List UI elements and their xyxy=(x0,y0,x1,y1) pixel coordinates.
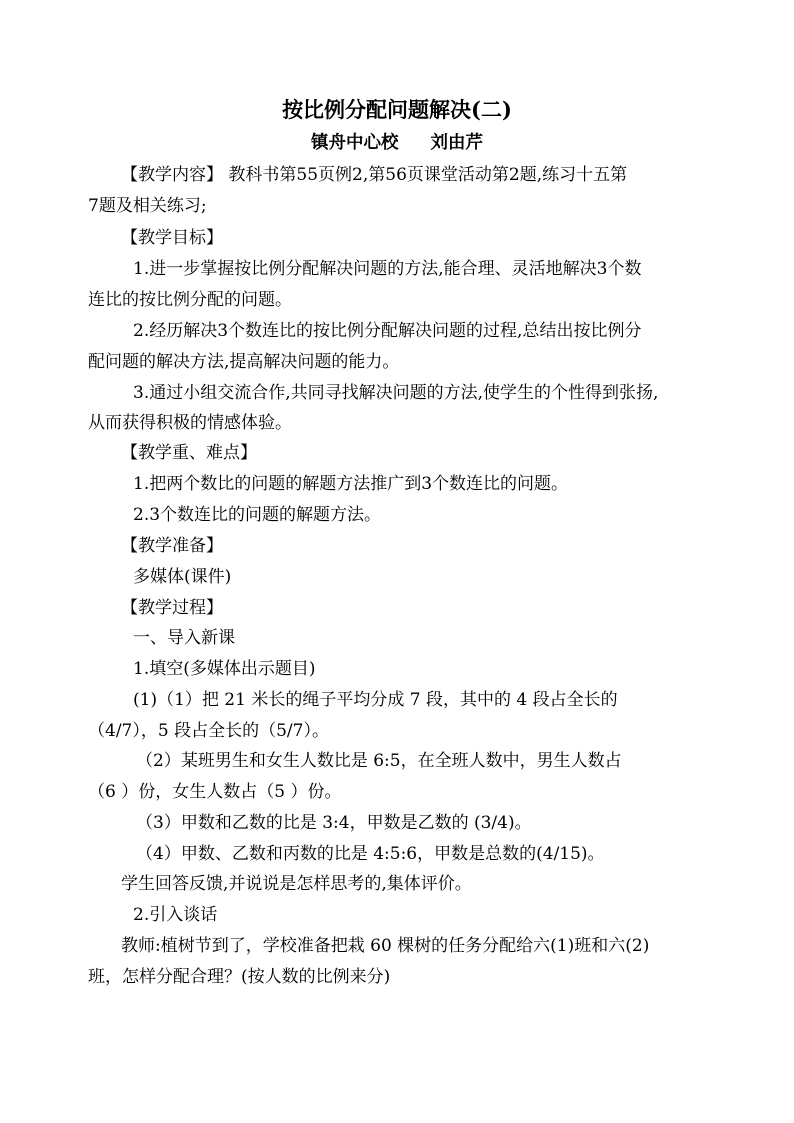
objective-3-line-2: 从而获得积极的情感体验。 xyxy=(88,413,292,433)
question-1-line-2: （4/7），5 段占全长的（5/7）。 xyxy=(88,721,329,741)
teacher-talk-line-1: 教师:植树节到了，学校准备把栽 60 棵树的任务分配给六(1)班和六(2) xyxy=(121,936,650,956)
key-point-2: 2.3个数连比的问题的解题方法。 xyxy=(133,505,382,525)
objective-1-line-2: 连比的按比例分配的问题。 xyxy=(88,290,292,310)
author-name: 刘由芹 xyxy=(430,133,483,153)
question-3: （3）甲数和乙数的比是 3:4，甲数是乙数的 (3/4)。 xyxy=(136,813,532,833)
question-1-line-1: (1)（1）把 21 米长的绳子平均分成 7 段，其中的 4 段占全长的 xyxy=(133,690,618,710)
objective-2-line-2: 配问题的解决方法,提高解决问题的能力。 xyxy=(88,352,400,372)
document-title: 按比例分配问题解决(二) xyxy=(282,97,512,122)
preparation-item: 多媒体(课件) xyxy=(133,567,232,587)
section-heading-objectives: 【教学目标】 xyxy=(121,228,223,248)
objective-1-line-1: 1.进一步掌握按比例分配解决问题的方法,能合理、灵活地解决3个数 xyxy=(133,259,642,279)
intro-talk-heading: 2.引入谈话 xyxy=(133,905,218,925)
key-point-1: 1.把两个数比的问题的解题方法推广到3个数连比的问题。 xyxy=(133,474,569,494)
teaching-content-line-1: 【教学内容】 教科书第55页例2,第56页课堂活动第2题,练习十五第 xyxy=(121,165,628,185)
teaching-content-line-2: 7题及相关练习; xyxy=(88,196,207,216)
student-feedback-line: 学生回答反馈,并说说是怎样思考的,集体评价。 xyxy=(121,874,472,894)
question-2-line-2: （6 ）份，女生人数占（5 ）份。 xyxy=(88,782,342,802)
process-step-intro: 一、导入新课 xyxy=(133,628,235,648)
objective-3-line-1: 3.通过小组交流合作,共同寻找解决问题的方法,使学生的个性得到张扬, xyxy=(133,383,659,403)
fill-in-heading: 1.填空(多媒体出示题目) xyxy=(133,659,316,679)
question-2-line-1: （2）某班男生和女生人数比是 6:5，在全班人数中，男生人数占 xyxy=(136,751,622,771)
section-heading-preparation: 【教学准备】 xyxy=(121,536,223,556)
question-4: （4）甲数、乙数和丙数的比是 4:5:6，甲数是总数的(4/15)。 xyxy=(136,844,605,864)
section-heading-key-points: 【教学重、难点】 xyxy=(121,443,257,463)
section-heading-process: 【教学过程】 xyxy=(121,598,223,618)
school-name: 镇舟中心校 xyxy=(311,133,399,153)
document-byline xyxy=(0,130,794,156)
teacher-talk-line-2: 班，怎样分配合理？(按人数的比例来分) xyxy=(88,967,391,987)
objective-2-line-1: 2.经历解决3个数连比的按比例分配解决问题的过程,总结出按比例分 xyxy=(133,321,642,341)
